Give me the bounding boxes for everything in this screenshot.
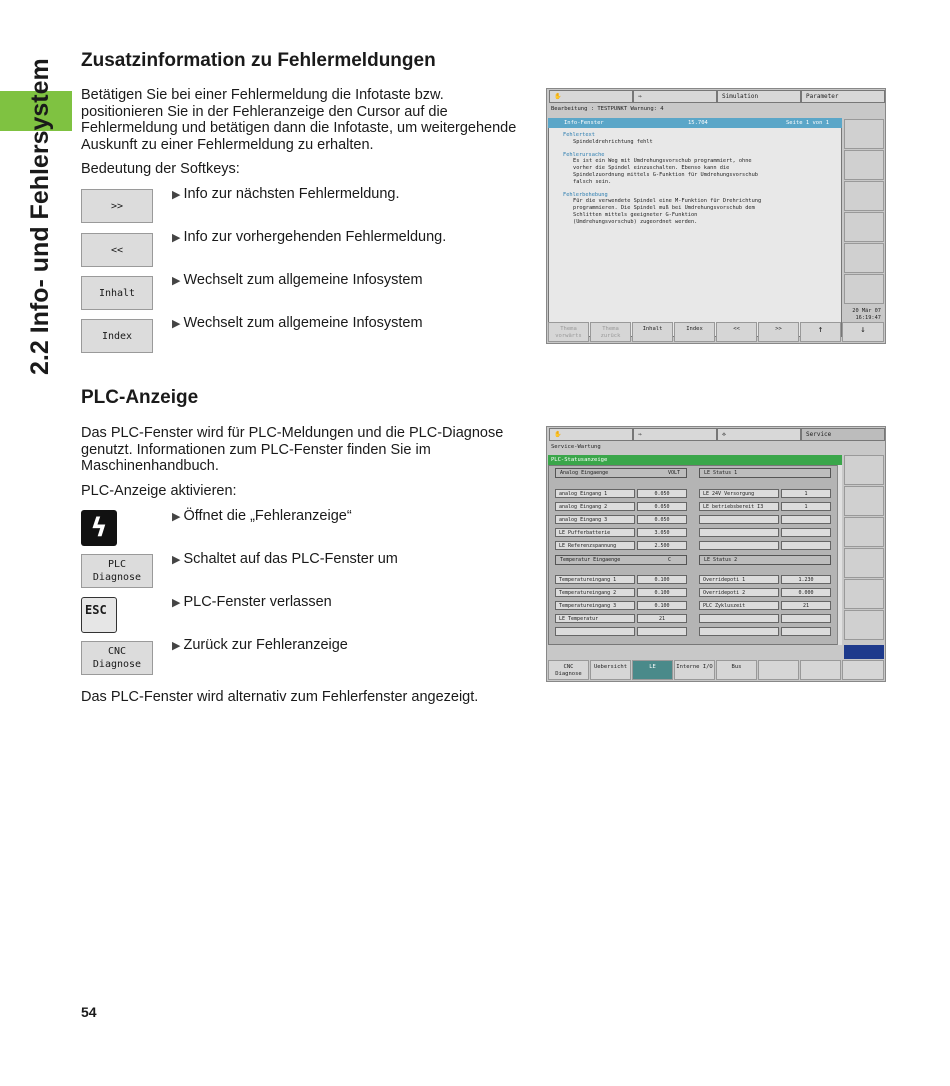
section-title: Fehlerursache [563,151,605,158]
side-softkey[interactable] [844,212,884,242]
row-value: 0.100 [637,588,687,597]
tab-service[interactable]: Service [801,428,885,441]
softkey-bus[interactable]: Bus [716,660,757,680]
row-label: analog Eingang 3 [555,515,635,524]
tab-machine[interactable]: ✋ [549,90,633,103]
info-window-header [548,118,842,128]
screenshot-plc-window [546,426,886,682]
row-label: Overridepoti 2 [699,588,779,597]
section2-intro: Das PLC-Fenster wird für PLC-Meldungen und die PLC-Diagnose genutzt. Informationen zum PLC-Fenster finden Sie im Maschinenhandbuch. [81,425,504,474]
section-title: Fehlerbehebung [563,191,608,198]
section-body: Für die verwendete Spindel eine M-Funktion für Drehrichtung programmieren. Die Spindel muß bei Umdrehungsvorschub dem Schlitten mittels geeigneter G-Funktion (Umdrehungsvorschub) zugeordnet werden. [573,198,762,225]
bullet-triangle-icon: ▶ [172,597,181,609]
side-softkey[interactable] [844,119,884,149]
desc-text: Wechselt zum allgemeine Infosystem [183,315,423,331]
side-softkey[interactable] [844,274,884,304]
row-label-empty [555,627,635,636]
group-header: LE Status 1 [699,468,831,478]
row-label: LE 24V Versorgung [699,489,779,498]
softkey-uebersicht[interactable]: Uebersicht [590,660,631,680]
status-line: Bearbeitung : TESTPUNKT Warnung: 4 [551,106,664,112]
side-softkey[interactable] [844,610,884,640]
tab-program[interactable]: ⇒ [633,428,717,441]
row-value-empty [781,614,831,623]
desc-text: Info zur vorhergehenden Fehlermeldung. [183,229,447,245]
softkey-cnc-diagnose[interactable]: CNC Diagnose [548,660,589,680]
desc-text: Schaltet auf das PLC-Fenster um [183,551,398,567]
row-value: 2.500 [637,541,687,550]
plc-status-title: PLC-Statusanzeige [548,455,842,465]
softkey-empty[interactable] [758,660,799,680]
info-header-left: Info-Fenster [564,120,604,126]
row-value: 0.000 [781,588,831,597]
softkey-interne-io[interactable]: Interne I/O [674,660,715,680]
side-softkey[interactable] [844,517,884,547]
desc-text: PLC-Fenster verlassen [183,594,332,610]
softkey-index[interactable]: Index [674,322,715,342]
row-label: LE Referenzspannung [555,541,635,550]
row-value: 0.050 [637,489,687,498]
desc-text: Zurück zur Fehleranzeige [183,637,348,653]
bullet-triangle-icon: ▶ [172,554,181,566]
softkey-prev-desc [172,229,446,245]
cnc-diagnose-desc [172,637,348,653]
side-softkey[interactable] [844,243,884,273]
softkey-cnc-diagnose[interactable]: CNC Diagnose [81,641,153,675]
row-label: LE betriebsbereit I3 [699,502,779,511]
status-indicator [844,645,884,659]
row-value: 0.100 [637,575,687,584]
row-value: 21 [781,601,831,610]
bullet-triangle-icon: ▶ [172,511,181,523]
row-value: 21 [637,614,687,623]
row-value: 1 [781,502,831,511]
softkeys-label: Bedeutung der Softkeys: [81,161,240,177]
error-key-lightning-icon[interactable]: ϟ [81,510,117,546]
esc-key[interactable]: ESC [81,597,117,633]
row-value: 1 [781,489,831,498]
row-label: LE Pufferbatterie [555,528,635,537]
row-value: 0.050 [637,502,687,511]
info-header-mid: 15.704 [688,120,708,126]
row-label: analog Eingang 2 [555,502,635,511]
row-value-empty [781,627,831,636]
row-label: Overridepoti 1 [699,575,779,584]
section2-footer: Das PLC-Fenster wird alternativ zum Fehlerfenster angezeigt. [81,689,479,705]
desc-text: Wechselt zum allgemeine Infosystem [183,272,423,288]
softkey-next-desc [172,186,399,202]
bullet-triangle-icon: ▶ [172,232,181,244]
section-heading-error-info: Zusatzinformation zu Fehlermeldungen [81,50,436,71]
status-line: Service-Wartung [551,444,601,450]
arrow-down-icon[interactable]: ↓ [842,322,884,342]
softkey-le[interactable]: LE [632,660,673,680]
row-value-empty [781,541,831,550]
softkey-next[interactable]: >> [81,189,153,223]
error-key-desc [172,508,352,524]
softkey-topic-forward[interactable]: Thema vorwärts [548,322,589,342]
section-title: Fehlertext [563,132,595,138]
row-label: PLC Zykluszeit [699,601,779,610]
tab-simulation[interactable]: ⟡ [717,428,801,441]
softkey-inhalt-desc [172,272,423,288]
group-header [555,468,687,478]
row-value: 3.050 [637,528,687,537]
row-label: Temperatureingang 2 [555,588,635,597]
side-softkey[interactable] [844,455,884,485]
softkey-empty[interactable] [842,660,884,680]
desc-text: Info zur nächsten Fehlermeldung. [183,186,400,202]
group-header [555,555,687,565]
row-label-empty [699,515,779,524]
side-softkey[interactable] [844,150,884,180]
chapter-title-vertical: 2.2 Info- und Fehlersystem [26,58,54,375]
side-softkey[interactable] [844,548,884,578]
group-header: LE Status 2 [699,555,831,565]
softkey-next[interactable]: >> [758,322,799,342]
tab-program[interactable]: ⇒ [633,90,717,103]
row-label-empty [699,528,779,537]
section1-intro: Betätigen Sie bei einer Fehlermeldung die Infotaste bzw. positionieren Sie in der Fehleranzeige den Cursor auf die Fehlermeldung und betätigen dann die Infotaste, um weitergehende Auskunft zu einer Fehlermeldung zu erhalten. [81,87,517,153]
softkey-empty[interactable] [800,660,841,680]
info-sections [563,132,833,226]
info-header-right: Seite 1 von 1 [786,120,830,126]
softkey-plc-diagnose[interactable]: PLC Diagnose [81,554,153,588]
softkey-prev[interactable]: << [716,322,757,342]
bullet-triangle-icon: ▶ [172,640,181,652]
row-label-empty [699,627,779,636]
side-softkey[interactable] [844,579,884,609]
group-unit: VOLT [668,470,681,476]
row-label: Temperatureingang 1 [555,575,635,584]
softkey-topic-back[interactable]: Thema zurück [590,322,631,342]
group-unit: C [668,557,672,563]
row-value: 1.230 [781,575,831,584]
row-label-empty [699,614,779,623]
row-value-empty [637,627,687,636]
page-number: 54 [81,1004,97,1020]
vertical-scrollbar[interactable] [837,465,842,645]
desc-text: Öffnet die „Fehleranzeige“ [183,508,352,524]
group-header-label: Temperatur Eingaenge [560,557,621,563]
softkey-index[interactable]: Index [81,319,153,353]
softkey-prev[interactable]: << [81,233,153,267]
bullet-triangle-icon: ▶ [172,275,181,287]
tab-parameter[interactable]: Parameter [801,90,885,103]
group-header-label: Analog Eingaenge [560,470,609,476]
tab-simulation[interactable]: Simulation [717,90,801,103]
esc-key-desc [172,594,332,610]
softkey-index-desc [172,315,423,331]
bullet-triangle-icon: ▶ [172,318,181,330]
softkey-inhalt[interactable]: Inhalt [81,276,153,310]
row-label-empty [699,541,779,550]
row-value-empty [781,515,831,524]
row-label: Temperatureingang 3 [555,601,635,610]
row-label: LE Temperatur [555,614,635,623]
section-body: Spindeldrehrichtung fehlt [573,138,653,145]
row-value: 0.100 [637,601,687,610]
plc-diagnose-desc [172,551,398,567]
side-softkey[interactable] [844,181,884,211]
softkey-inhalt[interactable]: Inhalt [632,322,673,342]
row-value-empty [781,528,831,537]
row-value: 0.050 [637,515,687,524]
section-heading-plc: PLC-Anzeige [81,387,199,408]
row-label: analog Eingang 1 [555,489,635,498]
datetime-display: 20 Mär 07 16:19:47 [852,308,881,321]
side-softkey[interactable] [844,486,884,516]
tab-machine[interactable]: ✋ [549,428,633,441]
screenshot-info-window [546,88,886,344]
arrow-up-icon[interactable]: ↑ [800,322,841,342]
section-body: Es ist ein Weg mit Umdrehungsvorschub programmiert, ohne vorher die Spindel einzuschalten. Ebenso kann die Spindelzuordnung mittels G-Funktion für Umdrehungsvorschub falsch sein. [573,158,758,185]
activate-label: PLC-Anzeige aktivieren: [81,483,237,499]
bullet-triangle-icon: ▶ [172,189,181,201]
